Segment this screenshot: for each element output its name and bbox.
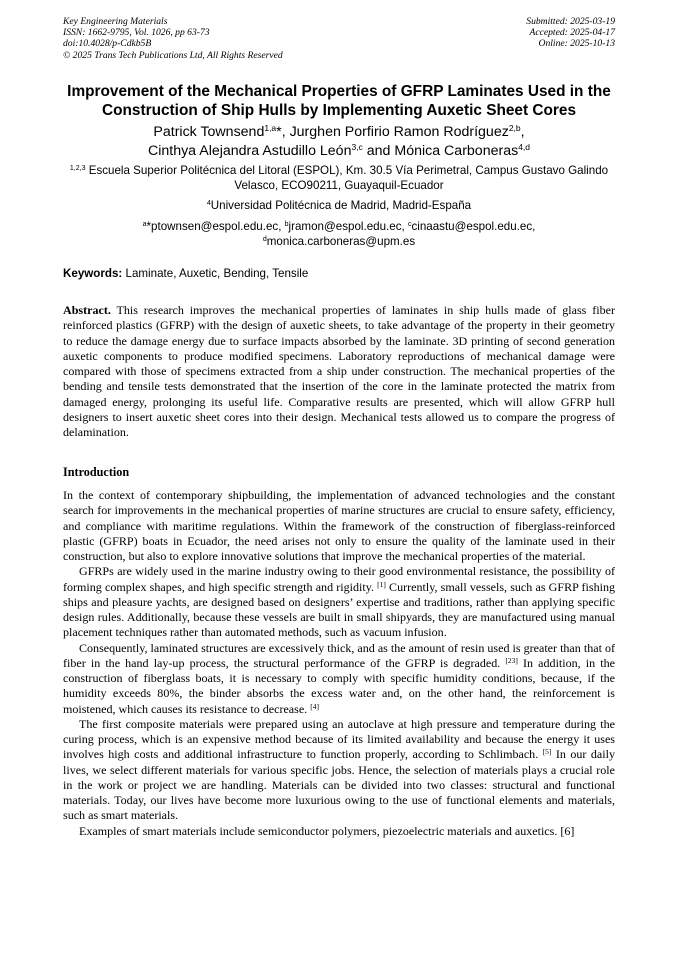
author-list — [63, 123, 615, 161]
intro-paragraph-4 — [63, 717, 615, 824]
intro-paragraph-2 — [63, 564, 615, 640]
paragraph-text: In our daily lives, we select different materials for various specific jobs. Hence, the selection of materials plays a crucial role in the work or project we are handling. Materials can be divided into two classes: structural and functional materials. Today, our lives have become more luxurious owing to the use of functional elements and materials, such as smart materials. — [63, 747, 615, 823]
author-superscript: 2,b — [508, 123, 521, 133]
intro-paragraph-3 — [63, 641, 615, 717]
journal-header — [63, 16, 283, 61]
paragraph-text: Currently, small vessels, such as GFRP fishing ships and pleasure yachts, are designed based on designers’ expertise and traditions, rather than applying specific design rules. Additionally, because these vessels are built in small shipyards, they are manufactured using manual placement techniques rather than automated methods, such as vacuum infusion. — [63, 579, 615, 640]
affiliation-text: Escuela Superior Politécnica del Litoral (ESPOL), Km. 30.5 Vía Perimetral, Campus Gustavo Galindo Velasco, ECO90211, Guayaquil-Ecuador — [85, 164, 609, 192]
affiliation-superscript: 1,2,3 — [69, 165, 86, 172]
citation-ref[interactable]: [1] — [377, 579, 386, 589]
email-superscript: b — [284, 221, 289, 228]
author-superscript: 1,a — [264, 123, 277, 133]
author-name: Jurghen Porfirio Ramon Rodríguez — [289, 124, 509, 140]
paper-title: Improvement of the Mechanical Properties of GFRP Laminates Used in the Construction of Ship Hulls by Implementing Auxetic Sheet Cores — [67, 83, 611, 119]
journal-doi[interactable]: doi:10.4028/p-Cdkb5B — [63, 38, 152, 50]
author-separator: , — [520, 124, 525, 140]
email-superscript: a — [142, 221, 147, 228]
paragraph-text: The first composite materials were prepared using an autoclave at high pressure and temperature during the curing process, which is an expensive method because of its limited availability and because the energy it uses involves high costs and additional infrastructure to function properly, according to Schlimbach. — [63, 716, 615, 762]
affiliation-espol — [63, 164, 615, 193]
intro-paragraph-1: In the context of contemporary shipbuilding, the implementation of advanced technologies and the constant search for improvements in the mechanical properties of marine structures are crucial to ensure safety, efficiency, and compliance with maritime regulations. Within the framework of the construction of fiberglass-reinforced plastic (GFRP) boats in Ecuador, the need arises not only to ensure the quality of the laminate used in their construction, but also to explore innovative solutions that improve the mechanical properties of the material. — [63, 488, 615, 563]
intro-paragraph-5: Examples of smart materials include semiconductor polymers, piezoelectric materials and auxetics. [6] — [79, 823, 575, 838]
accepted-date: Accepted: 2025-04-17 — [529, 27, 615, 39]
author-name: Patrick Townsend — [153, 124, 265, 140]
email-superscript: d — [262, 235, 267, 243]
paragraph-text: GFRPs are widely used in the marine industry owing to their good environmental resistance, the possibility of forming complex shapes, and high specific strength and rigidity. — [63, 564, 615, 594]
email-link[interactable]: monica.carboneras@upm.es — [266, 234, 416, 248]
keywords-text: Laminate, Auxetic, Bending, Tensile — [122, 267, 309, 280]
journal-issn: ISSN: 1662-9795, Vol. 1026, pp 63-73 — [63, 27, 210, 39]
keywords-line — [63, 267, 615, 281]
keywords-label: Keywords: — [63, 267, 123, 280]
paragraph-text: Consequently, laminated structures are excessively thick, and as the amount of resin used is greater than that of fiber in the hand lay-up process, the structural performance of the GFRP is degraded. — [63, 640, 615, 670]
paragraph-text: In addition, in the construction of fiberglass boats, it is necessary to comply with specific humidity conditions, because, if the humidity exceeds 80%, the binder absorbs the excess water and, on the other hand, the reinforcement is moistened, which causes its resistance to decrease. — [63, 655, 615, 716]
author-superscript: 3,c — [351, 142, 363, 152]
abstract-label: Abstract. — [63, 303, 111, 317]
author-separator: and — [362, 143, 395, 159]
email-link[interactable]: *ptownsen@espol.edu.ec, — [146, 220, 285, 233]
affiliation-text: Universidad Politécnica de Madrid, Madrid-España — [210, 199, 472, 212]
citation-ref[interactable]: [4] — [310, 701, 319, 711]
abstract-paragraph — [63, 303, 615, 440]
affiliation-upm — [63, 199, 615, 214]
corresponding-mark: *, — [276, 124, 290, 140]
author-superscript: 4,d — [518, 142, 531, 152]
citation-ref[interactable]: [5] — [542, 747, 552, 757]
abstract-text: This research improves the mechanical properties of laminates in ship hulls made of glass fiber reinforced plastics (GFRP) with the design of auxetic sheets, to take advantage of the property in their geometry to reduce the damage energy due to surface impacts absorbed by the laminate. 3D printing of second generation auxetic components to produce modified specimens. Laboratory reproductions of mechanical damage were compared with those of specimens extracted from a ship under construction. The mechanical properties of the bending and tensile tests demonstrated that the insertion of the core in the laminate protected the matrix from damaged energy, prolonging its useful life. Comparative results are presented, which will allow GFRP hull designers to insert auxetic sheet cores into their design. Mechanical tests allowed us to compare the progress of delamination. — [63, 303, 615, 439]
copyright-notice: © 2025 Trans Tech Publications Ltd, All Rights Reserved — [63, 49, 283, 61]
introduction-heading: Introduction — [63, 465, 130, 479]
introduction-body — [63, 488, 615, 839]
affiliation-superscript: 4 — [206, 200, 211, 207]
email-link[interactable]: cinaastu@espol.edu.ec, — [411, 220, 536, 233]
author-name: Mónica Carboneras — [394, 143, 519, 159]
online-date: Online: 2025-10-13 — [538, 38, 615, 50]
author-name: Cinthya Alejandra Astudillo León — [147, 143, 352, 159]
journal-name: Key Engineering Materials — [63, 16, 168, 27]
dates-header — [526, 16, 615, 50]
email-superscript: c — [407, 221, 412, 228]
citation-ref[interactable]: [23] — [505, 655, 518, 665]
email-link[interactable]: jramon@espol.edu.ec, — [288, 220, 408, 233]
submitted-date: Submitted: 2025-03-19 — [526, 16, 615, 27]
author-emails — [63, 220, 615, 249]
